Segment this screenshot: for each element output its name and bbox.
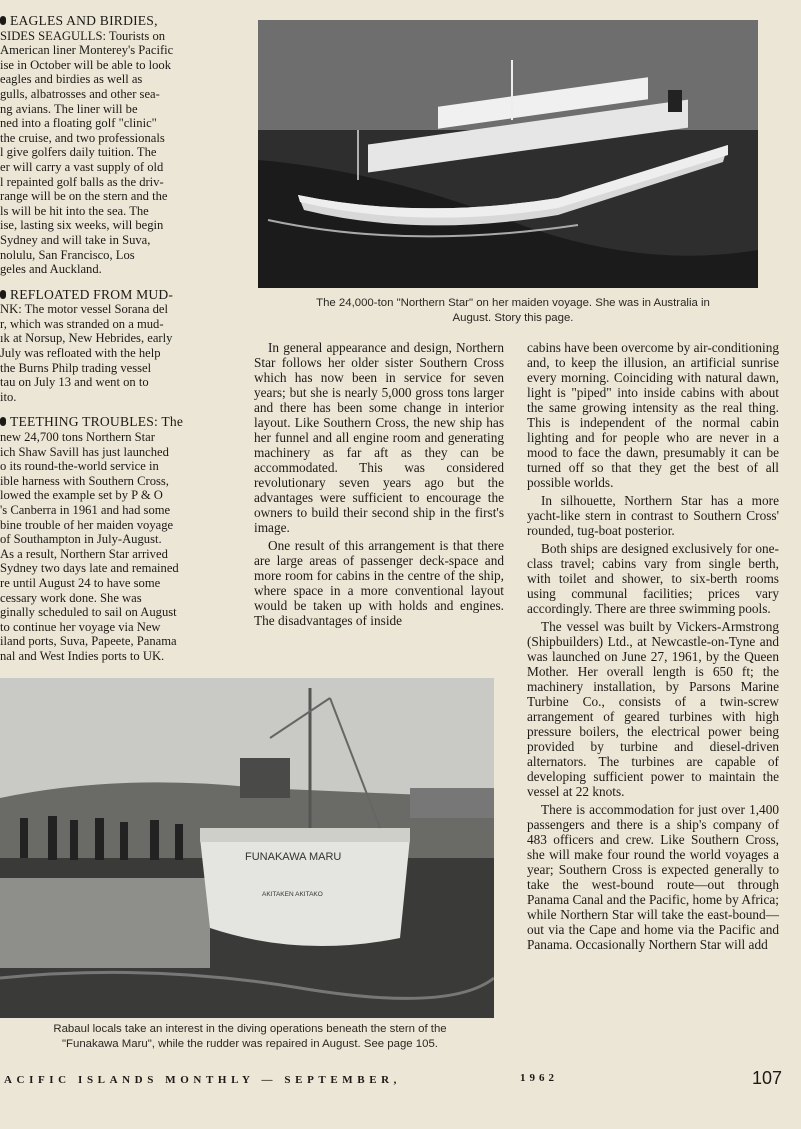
line-text: ginally scheduled to sail on August — [0, 605, 177, 620]
line-text: l give golfers daily tuition. The — [0, 145, 157, 160]
line-text: ık at Norsup, New Hebrides, early — [0, 331, 173, 346]
line-text: SIDES SEAGULLS: Tourists on — [0, 28, 166, 43]
text-line — [0, 415, 232, 430]
line-text: l repainted golf balls as the driv- — [0, 174, 164, 189]
text-line — [0, 474, 232, 489]
text-line — [0, 160, 232, 175]
stern-illustration — [0, 678, 494, 1018]
text-line — [0, 346, 232, 361]
article-column-middle — [254, 340, 504, 631]
line-text: the cruise, and two professionals — [0, 130, 165, 145]
bullet-icon — [0, 290, 6, 299]
line-text: eagles and birdies as well as — [0, 72, 143, 87]
text-line — [0, 145, 232, 160]
line-text: ng avians. The liner will be — [0, 101, 138, 116]
bullet-icon — [0, 417, 6, 426]
line-text: ich Shaw Savill has just launched — [0, 444, 169, 459]
story-teething-troubles — [0, 415, 232, 663]
text-line — [0, 375, 232, 390]
left-column — [0, 14, 232, 675]
line-text: range will be on the stern and the — [0, 189, 168, 204]
article-paragraph: There is accommodation for just over 1,400 passengers and there is a ship's company of 483 officers and crew. Like Southern Cross, she will make four round the world voyages a year; Southern Cross is expected generally to take the west-bound route—out through Panama Canal and the Pacific, home by Africa; while Northern Star will take the east-bound—out via the Cape and home via the Pacific and Panama. Occasionally Northern Star will add — [527, 802, 779, 952]
article-paragraph: The vessel was built by Vickers-Armstrong (Shipbuilders) Ltd., at Newcastle-on-Tyne and was launched on June 27, 1961, by the Queen Mother. Her overall length is 650 ft; the machinery installation, by Parsons Marine Turbine Co., consists of a twin-screw arrangement of geared turbines with high pressure boilers, the electrical power being provided by turbine and diesel-driven alternators. The turbines are capable of developing sufficient power to maintain the vessel at 22 knots. — [527, 619, 779, 799]
article-paragraph: In silhouette, Northern Star has a more yacht-like stern in contrast to Southern Cross' rounded, tug-boat posterior. — [527, 493, 779, 538]
line-text: of Southampton in July-August. — [0, 532, 162, 547]
line-text: ible harness with Southern Cross, — [0, 473, 169, 488]
line-text: REFLOATED FROM MUD- — [10, 287, 174, 302]
northern-star-photo — [258, 20, 758, 288]
line-text: ise in October will be able to look — [0, 57, 172, 72]
text-line — [0, 262, 232, 277]
text-line — [0, 218, 232, 233]
text-line — [0, 459, 232, 474]
line-text: July was refloated with the help — [0, 346, 161, 361]
publication-name: ACIFIC ISLANDS MONTHLY — SEPTEMBER, — [4, 1074, 402, 1086]
text-line — [0, 634, 232, 649]
text-line — [0, 518, 232, 533]
line-text: iland ports, Suva, Papeete, Panama — [0, 634, 177, 649]
text-line — [0, 605, 232, 620]
text-line — [0, 233, 232, 248]
line-text: tau on July 13 and went on to — [0, 375, 149, 390]
line-text: new 24,700 tons Northern Star — [0, 430, 155, 445]
text-line — [0, 532, 232, 547]
line-text: to continue her voyage via New — [0, 619, 161, 634]
line-text: gulls, albatrosses and other sea- — [0, 86, 160, 101]
text-line — [0, 29, 232, 44]
text-line — [0, 620, 232, 635]
line-text: lowed the example set by P & O — [0, 488, 163, 503]
line-text: Sydney and will take in Suva, — [0, 232, 151, 247]
line-text: the Burns Philp trading vessel — [0, 360, 152, 375]
northern-star-caption — [258, 296, 768, 326]
text-line — [0, 87, 232, 102]
article-paragraph: In general appearance and design, Northern Star follows her older sister Southern Cross which has now been in service for seven years; but she is nearly 5,000 gross tons larger and there has been some change in interior layout. Like Southern Cross, the new ship has her funnel and all engine room and generating machinery as far aft as they can be accommodated. This was considered revolutionary seven years ago but the advantages were sufficient to encourage the owners to build their second ship in the first's image. — [254, 340, 504, 535]
text-line — [0, 649, 232, 664]
text-line — [0, 430, 232, 445]
funakawa-maru-photo — [0, 678, 494, 1018]
line-text: As a result, Northern Star arrived — [0, 546, 168, 561]
hull-name: FUNAKAWA MARU — [245, 851, 342, 863]
line-text: cessary work done. She was — [0, 590, 142, 605]
text-line — [0, 43, 232, 58]
caption-line: Rabaul locals take an interest in the diving operations beneath the stern of the — [53, 1023, 447, 1035]
line-text: nal and West Indies ports to UK. — [0, 648, 165, 663]
text-line — [0, 503, 232, 518]
story-eagles-birdies — [0, 14, 232, 277]
text-line — [0, 445, 232, 460]
line-text: American liner Monterey's Pacific — [0, 43, 174, 58]
line-text: TEETHING TROUBLES: The — [10, 415, 184, 430]
story-refloated — [0, 288, 232, 405]
text-line — [0, 576, 232, 591]
line-text: ise, lasting six weeks, will begin — [0, 218, 164, 233]
text-line — [0, 561, 232, 576]
line-text: EAGLES AND BIRDIES, — [10, 14, 158, 28]
text-line — [0, 331, 232, 346]
text-line — [0, 302, 232, 317]
text-line — [0, 317, 232, 332]
line-text: ito. — [0, 389, 17, 404]
text-line — [0, 102, 232, 117]
text-line — [0, 390, 232, 405]
line-text: geles and Auckland. — [0, 262, 102, 277]
line-text: re until August 24 to have some — [0, 575, 161, 590]
line-text: 's Canberra in 1961 and had some — [0, 503, 171, 517]
bullet-icon — [0, 16, 6, 25]
article-paragraph: One result of this arrangement is that there are large areas of passenger deck-space and more room for cabins in the centre of the ship, where space in a more conventional layout would be taken up with holds and engines. The disadvantages of inside — [254, 538, 504, 628]
text-line — [0, 175, 232, 190]
line-text: Sydney two days late and remained — [0, 561, 179, 576]
caption-line: The 24,000-ton "Northern Star" on her maiden voyage. She was in Australia in — [316, 297, 710, 309]
text-line — [0, 591, 232, 606]
line-text: NK: The motor vessel Sorana del — [0, 302, 168, 317]
text-line — [0, 58, 232, 73]
caption-line: "Funakawa Maru", while the rudder was repaired in August. See page 105. — [62, 1038, 438, 1050]
text-line — [0, 288, 232, 303]
page-number: 107 — [752, 1068, 783, 1088]
line-text: bine trouble of her maiden voyage — [0, 517, 174, 532]
line-text: er will carry a vast supply of old — [0, 159, 164, 174]
text-line — [0, 131, 232, 146]
page-footer — [0, 1068, 801, 1092]
text-line — [0, 488, 232, 503]
caption-line: August. Story this page. — [452, 312, 574, 324]
line-text: nolulu, San Francisco, Los — [0, 247, 135, 262]
line-text: o its round-the-world service in — [0, 459, 159, 474]
line-text: r, which was stranded on a mud- — [0, 316, 164, 331]
text-line — [0, 361, 232, 376]
text-line — [0, 248, 232, 263]
article-paragraph: Both ships are designed exclusively for one-class travel; cabins vary from single berth, with toilet and shower, to six-berth rooms using communal facilities; prices vary accordingly. There are three swimming pools. — [527, 541, 779, 616]
hull-port: AKITAKEN AKITAKO — [262, 891, 323, 898]
text-line — [0, 204, 232, 219]
text-line — [0, 189, 232, 204]
text-line — [0, 547, 232, 562]
ship-illustration — [258, 20, 758, 288]
article-paragraph: cabins have been overcome by air-conditioning and, to keep the illusion, an artificial sunrise every morning. Coinciding with natural dawn, light is "piped" into inside cabins with about the same growing intensity as the real thing. This is independent of the normal cabin lighting and for people who are never in a mood to face the dawn, presumably it can be turned off so that they get the best of all possible worlds. — [527, 340, 779, 490]
line-text: ned into a floating golf "clinic" — [0, 116, 157, 131]
text-line — [0, 14, 232, 29]
line-text: ls will be hit into the sea. The — [0, 203, 149, 218]
funakawa-maru-caption — [0, 1022, 500, 1052]
text-line — [0, 116, 232, 131]
article-column-right — [527, 340, 779, 955]
issue-year: 1962 — [520, 1072, 558, 1084]
text-line — [0, 72, 232, 87]
